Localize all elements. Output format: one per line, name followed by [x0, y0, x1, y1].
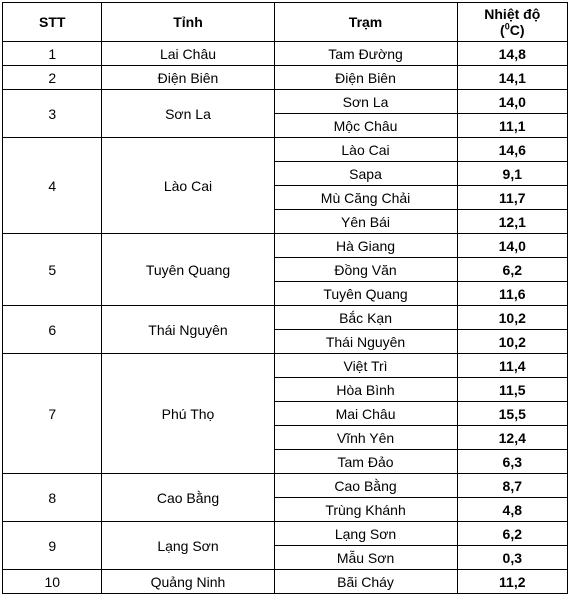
cell-station: Cao Bằng: [274, 474, 457, 498]
cell-temperature: 8,7: [457, 474, 567, 498]
table-row: [3, 234, 568, 258]
cell-station: Đồng Văn: [274, 258, 457, 282]
cell-temperature: 12,4: [457, 426, 567, 450]
cell-stt: 9: [3, 522, 102, 570]
cell-province: Lạng Sơn: [102, 522, 274, 570]
header-tinh: Tỉnh: [102, 3, 274, 42]
cell-temperature: 9,1: [457, 162, 567, 186]
table-row: [3, 138, 568, 162]
cell-province: Phú Thọ: [102, 354, 274, 474]
temperature-table: [2, 2, 568, 594]
cell-stt: 2: [3, 66, 102, 90]
cell-station: Yên Bái: [274, 210, 457, 234]
cell-temperature: 10,2: [457, 306, 567, 330]
cell-temperature: 15,5: [457, 402, 567, 426]
cell-station: Lào Cai: [274, 138, 457, 162]
cell-province: Sơn La: [102, 90, 274, 138]
cell-province: Quảng Ninh: [102, 570, 274, 594]
header-temperature-label: Nhiệt độ: [484, 5, 541, 22]
table-row: [3, 570, 568, 594]
cell-temperature: 6,2: [457, 258, 567, 282]
header-stt: STT: [3, 3, 102, 42]
cell-temperature: 11,2: [457, 570, 567, 594]
header-row: [3, 3, 568, 42]
cell-station: Bắc Kạn: [274, 306, 457, 330]
cell-temperature: 11,6: [457, 282, 567, 306]
cell-temperature: 11,5: [457, 378, 567, 402]
cell-stt: 5: [3, 234, 102, 306]
cell-temperature: 11,4: [457, 354, 567, 378]
cell-temperature: 14,0: [457, 90, 567, 114]
cell-station: Sơn La: [274, 90, 457, 114]
table-row: [3, 522, 568, 546]
cell-province: Lào Cai: [102, 138, 274, 234]
cell-station: Mộc Châu: [274, 114, 457, 138]
cell-temperature: 14,0: [457, 234, 567, 258]
header-temperature-unit: ($^0$C): [500, 21, 525, 39]
cell-province: Tuyên Quang: [102, 234, 274, 306]
cell-station: Vĩnh Yên: [274, 426, 457, 450]
cell-temperature: 14,1: [457, 66, 567, 90]
cell-temperature: 10,2: [457, 330, 567, 354]
cell-temperature: 14,6: [457, 138, 567, 162]
cell-stt: 7: [3, 354, 102, 474]
cell-province: Thái Nguyên: [102, 306, 274, 354]
cell-station: Sapa: [274, 162, 457, 186]
cell-station: Tam Đường: [274, 42, 457, 66]
header-temperature: [457, 3, 567, 42]
cell-station: Điện Biên: [274, 66, 457, 90]
cell-temperature: 0,3: [457, 546, 567, 570]
cell-station: Mẫu Sơn: [274, 546, 457, 570]
table-body: [3, 42, 568, 594]
cell-station: Việt Trì: [274, 354, 457, 378]
cell-temperature: 11,1: [457, 114, 567, 138]
cell-temperature: 6,2: [457, 522, 567, 546]
cell-station: Lạng Sơn: [274, 522, 457, 546]
table-row: [3, 354, 568, 378]
table-row: [3, 306, 568, 330]
table-row: [3, 90, 568, 114]
cell-station: Trùng Khánh: [274, 498, 457, 522]
cell-stt: 8: [3, 474, 102, 522]
table-row: [3, 42, 568, 66]
cell-temperature: 12,1: [457, 210, 567, 234]
cell-station: Bãi Cháy: [274, 570, 457, 594]
cell-station: Hà Giang: [274, 234, 457, 258]
table-row: [3, 66, 568, 90]
cell-stt: 1: [3, 42, 102, 66]
cell-temperature: 4,8: [457, 498, 567, 522]
table-row: [3, 474, 568, 498]
cell-station: Tam Đảo: [274, 450, 457, 474]
cell-province: Lai Châu: [102, 42, 274, 66]
header-tram: Trạm: [274, 3, 457, 42]
cell-stt: 4: [3, 138, 102, 234]
cell-province: Điện Biên: [102, 66, 274, 90]
cell-temperature: 11,7: [457, 186, 567, 210]
cell-temperature: 6,3: [457, 450, 567, 474]
cell-station: Thái Nguyên: [274, 330, 457, 354]
cell-station: Mai Châu: [274, 402, 457, 426]
cell-province: Cao Bằng: [102, 474, 274, 522]
cell-stt: 6: [3, 306, 102, 354]
cell-temperature: 14,8: [457, 42, 567, 66]
cell-station: Mù Căng Chải: [274, 186, 457, 210]
cell-station: Hòa Bình: [274, 378, 457, 402]
cell-stt: 3: [3, 90, 102, 138]
cell-stt: 10: [3, 570, 102, 594]
cell-station: Tuyên Quang: [274, 282, 457, 306]
